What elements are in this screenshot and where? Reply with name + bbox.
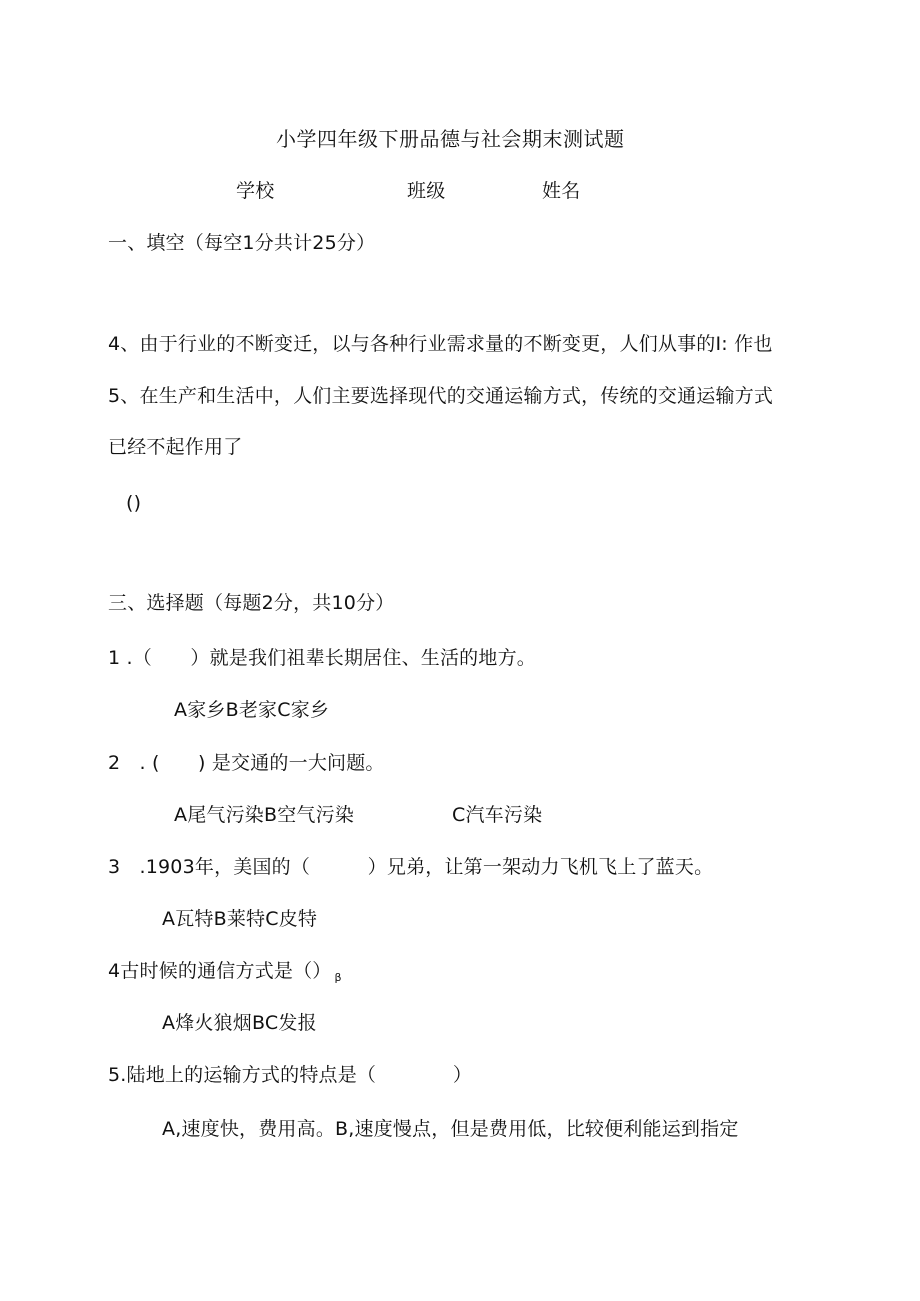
page-title: 小学四年级下册品德与社会期末测试题 — [276, 127, 625, 151]
question-4-text: 4、由于行业的不断变迁，以与各种行业需求量的不断变更，人们从事的I: 作也 — [108, 333, 773, 355]
choice-question-1: 1 .（ ）就是我们祖辈长期居住、生活的地方。 — [108, 647, 536, 669]
choice-question-4-mark: β — [334, 971, 342, 984]
choice-question-5: 5.陆地上的运输方式的特点是（ ） — [108, 1064, 473, 1086]
choice-question-2-options-ab: A尾气污染B空气污染 — [174, 804, 355, 826]
school-label: 学校 — [236, 180, 275, 202]
section-choice-heading: 三、选择题（每题2分，共10分） — [108, 592, 395, 614]
answer-parentheses: () — [126, 492, 142, 514]
choice-question-3-options: A瓦特B莱特C皮特 — [162, 908, 318, 930]
choice-question-5-options: A,速度快，费用高。B,速度慢点，但是费用低，比较便利能运到指定 — [162, 1118, 739, 1140]
question-5-text-line1: 5、在生产和生活中，人们主要选择现代的交通运输方式，传统的交通运输方式 — [108, 385, 774, 407]
choice-question-3: 3 .1903年，美国的（ ）兄弟，让第一架动力飞机飞上了蓝天。 — [108, 856, 714, 878]
section-fill-in-heading: 一、填空（每空1分共计25分） — [108, 232, 376, 254]
choice-question-4-prompt: 4古时候的通信方式是（） — [108, 960, 332, 982]
choice-question-4-options: A烽火狼烟BC发报 — [162, 1012, 317, 1034]
choice-question-4 — [108, 958, 342, 991]
choice-question-1-options: A家乡B老家C家乡 — [174, 699, 330, 721]
choice-question-2-option-c: C汽车污染 — [452, 804, 543, 826]
question-5-text-line2: 已经不起作用了 — [108, 436, 243, 458]
name-label: 姓名 — [542, 180, 581, 202]
class-label: 班级 — [407, 180, 446, 202]
choice-question-2: 2 . ( ) 是交通的一大问题。 — [108, 752, 385, 774]
